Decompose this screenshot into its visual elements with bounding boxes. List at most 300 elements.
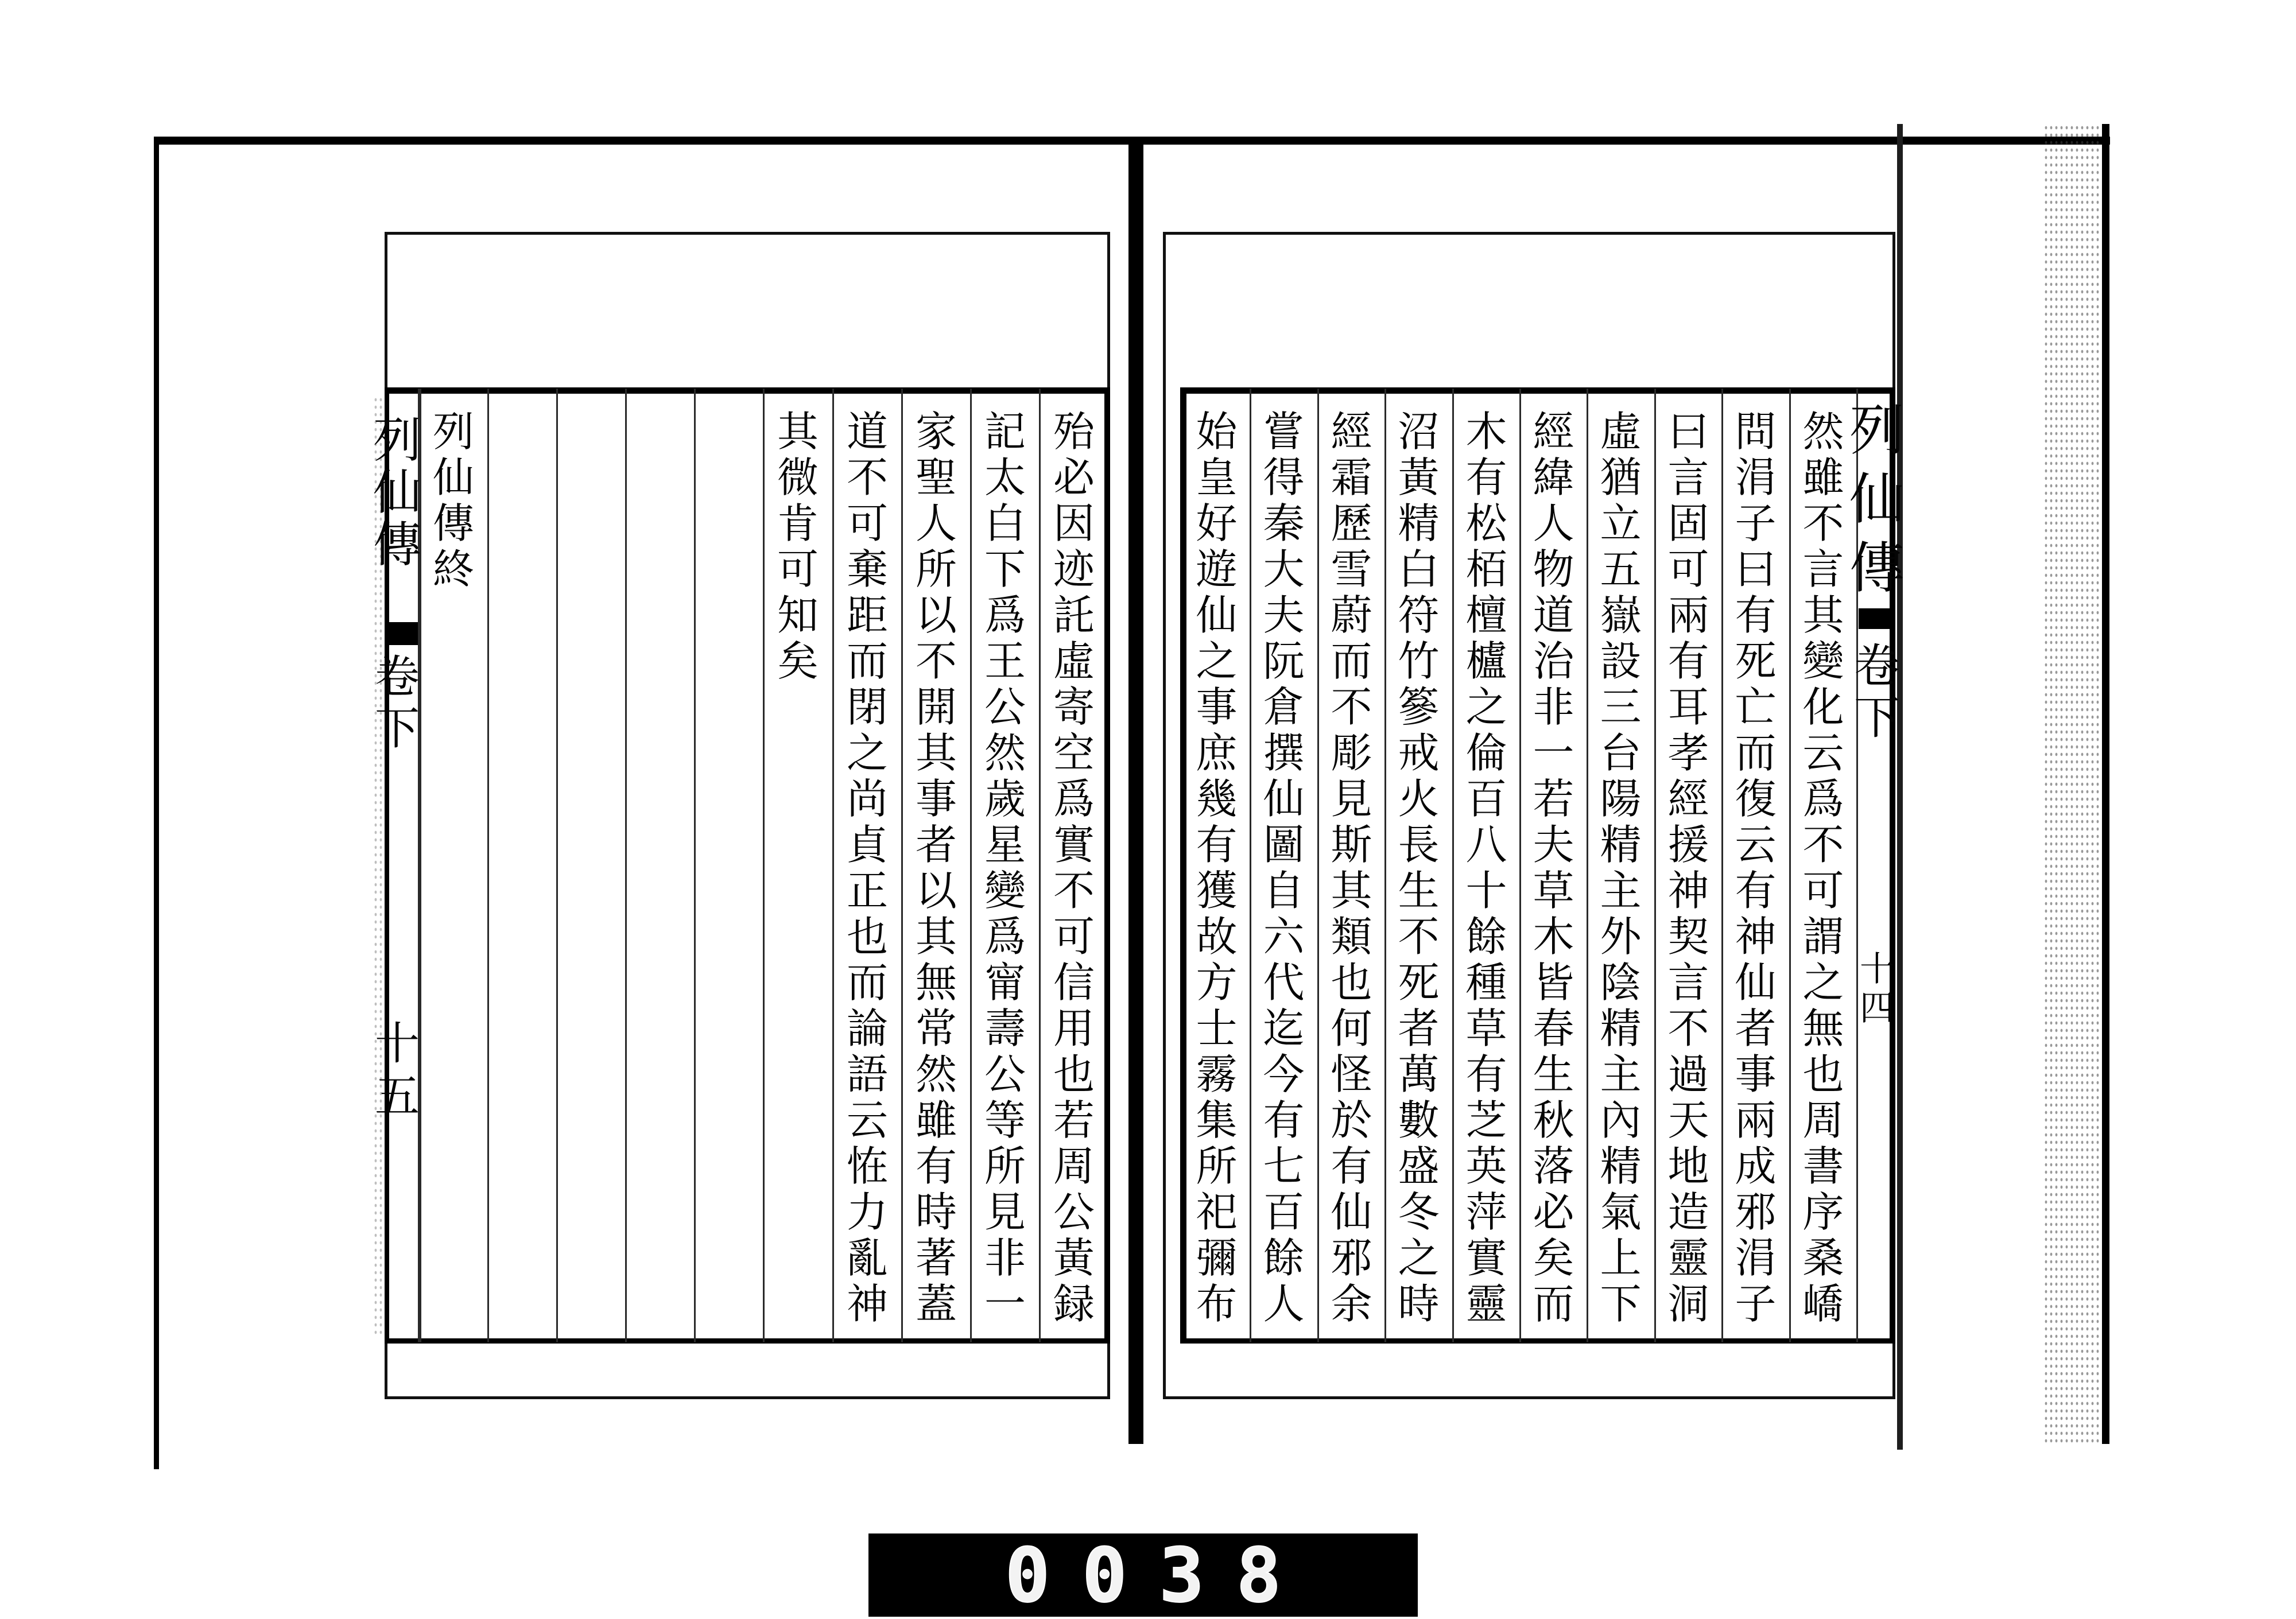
glyph: 斯: [1331, 821, 1372, 869]
glyph: 立: [1600, 499, 1642, 548]
left-fold-strip: [373, 396, 421, 1337]
glyph: 其: [1802, 591, 1844, 639]
glyph: 其: [777, 407, 819, 456]
glyph: 類: [1331, 913, 1372, 961]
glyph: 不: [1053, 867, 1095, 915]
glyph: 皆: [1533, 958, 1574, 1007]
glyph: 生: [1398, 867, 1440, 915]
glyph: 之: [1465, 683, 1507, 731]
glyph: 長: [1398, 821, 1440, 869]
glyph: 雪: [1331, 545, 1372, 593]
glyph: 木: [1465, 407, 1507, 456]
glyph: 而: [846, 637, 888, 685]
glyph: 云: [1735, 821, 1777, 869]
text-column: [1655, 409, 1722, 1333]
glyph: 精: [1600, 821, 1642, 869]
glyph: 草: [1533, 867, 1574, 915]
glyph: 迹: [1053, 545, 1095, 593]
glyph: 死: [1735, 637, 1777, 685]
glyph: 猶: [1600, 453, 1642, 502]
glyph: 靈: [1465, 1280, 1507, 1328]
glyph: 傳: [373, 517, 421, 573]
glyph: 人: [1533, 499, 1574, 548]
glyph: 時: [1398, 1280, 1440, 1328]
glyph: 不: [1331, 683, 1372, 731]
glyph: 殆: [1053, 407, 1095, 456]
glyph: 成: [1735, 1142, 1777, 1190]
glyph: 言: [1667, 453, 1709, 502]
glyph: 彌: [1196, 1234, 1238, 1282]
glyph: 孝: [1667, 729, 1709, 777]
glyph: 距: [846, 591, 888, 639]
glyph: 云: [1802, 729, 1844, 777]
glyph: 陰: [1600, 958, 1642, 1007]
glyph: 大: [1263, 545, 1305, 593]
glyph: 亡: [1735, 683, 1777, 731]
glyph: 十: [1860, 949, 1894, 989]
glyph: 經: [1667, 775, 1709, 823]
glyph: 不: [846, 453, 888, 502]
glyph: 下: [374, 703, 420, 755]
glyph: 萬: [1398, 1050, 1440, 1098]
glyph: 卷: [1854, 639, 1900, 693]
glyph: 不: [1802, 821, 1844, 869]
glyph: 沼: [1398, 407, 1440, 456]
glyph: 七: [1263, 1142, 1305, 1190]
glyph: 霜: [1331, 453, 1372, 502]
glyph: 自: [1263, 867, 1305, 915]
glyph: 怪: [1331, 1050, 1372, 1098]
glyph: 太: [984, 453, 1026, 502]
glyph: 集: [1196, 1096, 1238, 1144]
fold-title: [369, 414, 426, 571]
glyph: 用: [1053, 1004, 1095, 1053]
glyph: 道: [1533, 591, 1574, 639]
glyph: 虛: [1600, 407, 1642, 456]
glyph: 黃: [1053, 1234, 1095, 1282]
glyph: 棄: [846, 545, 888, 593]
glyph: 而: [1533, 1280, 1574, 1328]
glyph: 開: [915, 683, 957, 731]
glyph: 邪: [1735, 1188, 1777, 1236]
glyph: 治: [1533, 637, 1574, 685]
glyph: 變: [1802, 637, 1844, 685]
text-column: [971, 409, 1040, 1333]
glyph: 木: [1533, 913, 1574, 961]
glyph: 其: [915, 913, 957, 961]
glyph: 公: [1053, 1188, 1095, 1236]
glyph: 時: [915, 1188, 957, 1236]
glyph: 雖: [915, 1096, 957, 1144]
scan-number: 0038: [1004, 1531, 1314, 1619]
glyph: 春: [1533, 1004, 1574, 1053]
glyph: 耳: [1667, 683, 1709, 731]
glyph: 公: [984, 1050, 1026, 1098]
glyph: 盛: [1398, 1142, 1440, 1190]
glyph: 甯: [984, 958, 1026, 1007]
text-column: [1790, 409, 1857, 1333]
glyph: 空: [1053, 729, 1095, 777]
glyph: 者: [915, 821, 957, 869]
glyph: 餘: [1465, 913, 1507, 961]
glyph: 何: [1331, 1004, 1372, 1053]
glyph: 信: [1053, 958, 1095, 1007]
glyph: 終: [432, 545, 474, 593]
glyph: 有: [1263, 1096, 1305, 1144]
glyph: 黃: [1398, 453, 1440, 502]
column-divider: [694, 389, 696, 1342]
glyph: 也: [846, 913, 888, 961]
glyph: 於: [1331, 1096, 1372, 1144]
end-mark-column: [419, 409, 488, 1333]
glyph: 洞: [1667, 1280, 1709, 1328]
glyph: 爲: [984, 591, 1026, 639]
glyph: 栢: [1465, 545, 1507, 593]
glyph: 士: [1196, 1004, 1238, 1053]
scan-number-label: [868, 1533, 1418, 1617]
glyph: 今: [1263, 1050, 1305, 1098]
glyph: 傳: [432, 499, 474, 548]
glyph: 微: [777, 453, 819, 502]
glyph: 種: [1465, 958, 1507, 1007]
glyph: 有: [1735, 591, 1777, 639]
glyph: 然: [1802, 407, 1844, 456]
glyph: 邪: [1331, 1234, 1372, 1282]
glyph: 草: [1465, 1004, 1507, 1053]
glyph: 書: [1802, 1142, 1844, 1190]
glyph: 傳: [1849, 536, 1905, 600]
glyph: 八: [1465, 821, 1507, 869]
glyph: 櫨: [1465, 637, 1507, 685]
glyph: 四: [1860, 988, 1894, 1028]
glyph: 言: [1667, 958, 1709, 1007]
glyph: 曰: [1667, 407, 1709, 456]
glyph: 固: [1667, 499, 1709, 548]
glyph: 不: [915, 637, 957, 685]
glyph: 精: [1398, 499, 1440, 548]
glyph: 而: [846, 958, 888, 1007]
glyph: 嘗: [1263, 407, 1305, 456]
column-divider: [556, 389, 558, 1342]
glyph: 精: [1600, 1142, 1642, 1190]
fish-tail-mark: [388, 622, 418, 645]
glyph: 彫: [1331, 729, 1372, 777]
glyph: 上: [1600, 1234, 1642, 1282]
glyph: 靈: [1667, 1234, 1709, 1282]
text-column: [1520, 409, 1587, 1333]
glyph: 故: [1196, 913, 1238, 961]
glyph: 仙: [1331, 1188, 1372, 1236]
text-column: [833, 409, 902, 1333]
glyph: 有: [1667, 637, 1709, 685]
glyph: 復: [1735, 775, 1777, 823]
glyph: 可: [1667, 545, 1709, 593]
glyph: 一: [984, 1280, 1026, 1328]
glyph: 化: [1802, 683, 1844, 731]
glyph: 周: [1802, 1096, 1844, 1144]
glyph: 雖: [1802, 453, 1844, 502]
glyph: 而: [1331, 637, 1372, 685]
glyph: 歲: [984, 775, 1026, 823]
glyph: 緯: [1533, 453, 1574, 502]
glyph: 事: [915, 775, 957, 823]
glyph: 力: [846, 1188, 888, 1236]
glyph: 冬: [1398, 1188, 1440, 1236]
glyph: 者: [1398, 1004, 1440, 1053]
glyph: 五: [1600, 545, 1642, 593]
glyph: 蓋: [915, 1280, 957, 1328]
glyph: 火: [1398, 775, 1440, 823]
glyph: 嶠: [1802, 1280, 1844, 1328]
glyph: 必: [1053, 453, 1095, 502]
glyph: 契: [1667, 913, 1709, 961]
glyph: 以: [915, 591, 957, 639]
glyph: 可: [1053, 913, 1095, 961]
glyph: 竹: [1398, 637, 1440, 685]
glyph: 謂: [1802, 913, 1844, 961]
glyph: 餘: [1263, 1234, 1305, 1282]
glyph: 託: [1053, 591, 1095, 639]
glyph: 可: [846, 499, 888, 548]
glyph: 下: [1854, 691, 1900, 744]
glyph: 蔚: [1331, 591, 1372, 639]
right-page-edge: [1897, 124, 1903, 1450]
glyph: 萍: [1465, 1188, 1507, 1236]
glyph: 十: [1465, 867, 1507, 915]
glyph: 下: [1600, 1280, 1642, 1328]
glyph: 矣: [777, 637, 819, 685]
fold-volume: [369, 651, 426, 755]
glyph: 過: [1667, 1050, 1709, 1098]
glyph: 家: [915, 407, 957, 456]
glyph: 爲: [1053, 775, 1095, 823]
glyph: 阮: [1263, 637, 1305, 685]
glyph: 非: [984, 1234, 1026, 1282]
scan-noise-band: [2043, 124, 2100, 1444]
glyph: 之: [846, 729, 888, 777]
glyph: 方: [1196, 958, 1238, 1007]
fold-title: [1848, 396, 1906, 603]
text-column: [1453, 409, 1520, 1333]
glyph: 必: [1533, 1188, 1574, 1236]
glyph: 秋: [1533, 1096, 1574, 1144]
glyph: 嶽: [1600, 591, 1642, 639]
glyph: 之: [1802, 958, 1844, 1007]
glyph: 閉: [846, 683, 888, 731]
glyph: 下: [984, 545, 1026, 593]
glyph: 事: [1196, 683, 1238, 731]
glyph: 落: [1533, 1142, 1574, 1190]
glyph: 外: [1600, 913, 1642, 961]
text-column: [1722, 409, 1789, 1333]
glyph: 序: [1802, 1188, 1844, 1236]
glyph: 祀: [1196, 1188, 1238, 1236]
glyph: 云: [846, 1096, 888, 1144]
glyph: 死: [1398, 958, 1440, 1007]
outer-frame-right: [2102, 124, 2109, 1444]
glyph: 天: [1667, 1096, 1709, 1144]
glyph: 恠: [846, 1142, 888, 1190]
glyph: 其: [1331, 867, 1372, 915]
glyph: 之: [1398, 1234, 1440, 1282]
glyph: 無: [915, 958, 957, 1007]
glyph: 聖: [915, 453, 957, 502]
glyph: 仙: [432, 453, 474, 502]
glyph: 者: [1735, 1004, 1777, 1053]
glyph: 著: [915, 1234, 957, 1282]
glyph: 檀: [1465, 591, 1507, 639]
text-column: [1318, 409, 1385, 1333]
fish-tail-mark: [1859, 608, 1894, 629]
glyph: 布: [1196, 1280, 1238, 1328]
glyph: 秦: [1263, 499, 1305, 548]
glyph: 以: [915, 867, 957, 915]
glyph: 所: [915, 545, 957, 593]
glyph: 符: [1398, 591, 1440, 639]
glyph: 經: [1533, 407, 1574, 456]
glyph: 兩: [1735, 1096, 1777, 1144]
glyph: 等: [984, 1096, 1026, 1144]
glyph: 皇: [1196, 453, 1238, 502]
glyph: 亂: [846, 1234, 888, 1282]
glyph: 有: [1465, 453, 1507, 502]
glyph: 松: [1465, 499, 1507, 548]
glyph: 幾: [1196, 775, 1238, 823]
glyph: 見: [984, 1188, 1026, 1236]
glyph: 星: [984, 821, 1026, 869]
glyph: 矣: [1533, 1234, 1574, 1282]
glyph: 有: [915, 1142, 957, 1190]
glyph: 卷: [374, 651, 420, 703]
glyph: 夫: [1263, 591, 1305, 639]
glyph: 若: [1533, 775, 1574, 823]
glyph: 地: [1667, 1142, 1709, 1190]
glyph: 言: [1802, 545, 1844, 593]
glyph: 白: [984, 499, 1026, 548]
glyph: 主: [1600, 1050, 1642, 1098]
glyph: 曰: [1735, 545, 1777, 593]
glyph: 變: [984, 867, 1026, 915]
glyph: 道: [846, 407, 888, 456]
glyph: 不: [1802, 499, 1844, 548]
glyph: 仙: [1849, 467, 1905, 531]
glyph: 涓: [1735, 453, 1777, 502]
glyph: 事: [1735, 1050, 1777, 1098]
glyph: 圖: [1263, 821, 1305, 869]
glyph: 兩: [1667, 591, 1709, 639]
glyph: 迄: [1263, 1004, 1305, 1053]
glyph: 知: [777, 591, 819, 639]
glyph: 無: [1802, 1004, 1844, 1053]
glyph: 獲: [1196, 867, 1238, 915]
glyph: 尚: [846, 775, 888, 823]
glyph: 經: [1331, 407, 1372, 456]
glyph: 爲: [984, 913, 1026, 961]
column-divider: [625, 389, 627, 1342]
glyph: 所: [984, 1142, 1026, 1190]
glyph: 也: [1331, 958, 1372, 1007]
glyph: 一: [1533, 729, 1574, 777]
glyph: 六: [1263, 913, 1305, 961]
glyph: 虛: [1053, 637, 1095, 685]
glyph: 不: [1667, 1004, 1709, 1053]
glyph: 因: [1053, 499, 1095, 548]
glyph: 造: [1667, 1188, 1709, 1236]
glyph: 神: [846, 1280, 888, 1328]
glyph: 百: [1465, 775, 1507, 823]
glyph: 神: [1735, 913, 1777, 961]
glyph: 神: [1667, 867, 1709, 915]
glyph: 公: [984, 683, 1026, 731]
glyph: 戒: [1398, 729, 1440, 777]
glyph: 內: [1600, 1096, 1642, 1144]
glyph: 實: [1053, 821, 1095, 869]
fold-leaf-number: [1848, 950, 1906, 1028]
glyph: 仙: [1735, 958, 1777, 1007]
glyph: 霧: [1196, 1050, 1238, 1098]
glyph: 三: [1600, 683, 1642, 731]
glyph: 芝: [1465, 1096, 1507, 1144]
glyph: 寄: [1053, 683, 1095, 731]
glyph: 貞: [846, 821, 888, 869]
glyph: 有: [1465, 1050, 1507, 1098]
glyph: 實: [1465, 1234, 1507, 1282]
glyph: 可: [777, 545, 819, 593]
book-spine: [1128, 137, 1143, 1444]
glyph: 五: [374, 1071, 420, 1123]
glyph: 物: [1533, 545, 1574, 593]
text-column: [1040, 409, 1108, 1333]
glyph: 所: [1196, 1142, 1238, 1190]
glyph: 數: [1398, 1096, 1440, 1144]
glyph: 篸: [1398, 683, 1440, 731]
glyph: 仙: [1263, 775, 1305, 823]
glyph: 子: [1735, 499, 1777, 548]
glyph: 見: [1331, 775, 1372, 823]
glyph: 白: [1398, 545, 1440, 593]
glyph: 然: [984, 729, 1026, 777]
glyph: 代: [1263, 958, 1305, 1007]
text-column: [902, 409, 971, 1333]
glyph: 列: [432, 407, 474, 456]
fold-leaf-number: [369, 1018, 426, 1123]
glyph: 也: [1053, 1050, 1095, 1098]
glyph: 倫: [1465, 729, 1507, 777]
glyph: 不: [1398, 913, 1440, 961]
glyph: 精: [1600, 1004, 1642, 1053]
glyph: 列: [1849, 398, 1905, 463]
glyph: 生: [1533, 1050, 1574, 1098]
glyph: 其: [915, 729, 957, 777]
right-fold-strip: [1849, 388, 1905, 1341]
glyph: 肯: [777, 499, 819, 548]
glyph: 桑: [1802, 1234, 1844, 1282]
glyph: 記: [984, 407, 1026, 456]
glyph: 列: [373, 412, 421, 468]
glyph: 歷: [1331, 499, 1372, 548]
text-column: [1183, 409, 1250, 1333]
glyph: 可: [1802, 867, 1844, 915]
glyph: 庶: [1196, 729, 1238, 777]
glyph: 涓: [1735, 1234, 1777, 1282]
glyph: 有: [1735, 867, 1777, 915]
glyph: 十: [374, 1018, 420, 1070]
glyph: 主: [1600, 867, 1642, 915]
fold-volume: [1848, 640, 1906, 744]
glyph: 然: [915, 1050, 957, 1098]
glyph: 問: [1735, 407, 1777, 456]
text-column: [1587, 409, 1654, 1333]
